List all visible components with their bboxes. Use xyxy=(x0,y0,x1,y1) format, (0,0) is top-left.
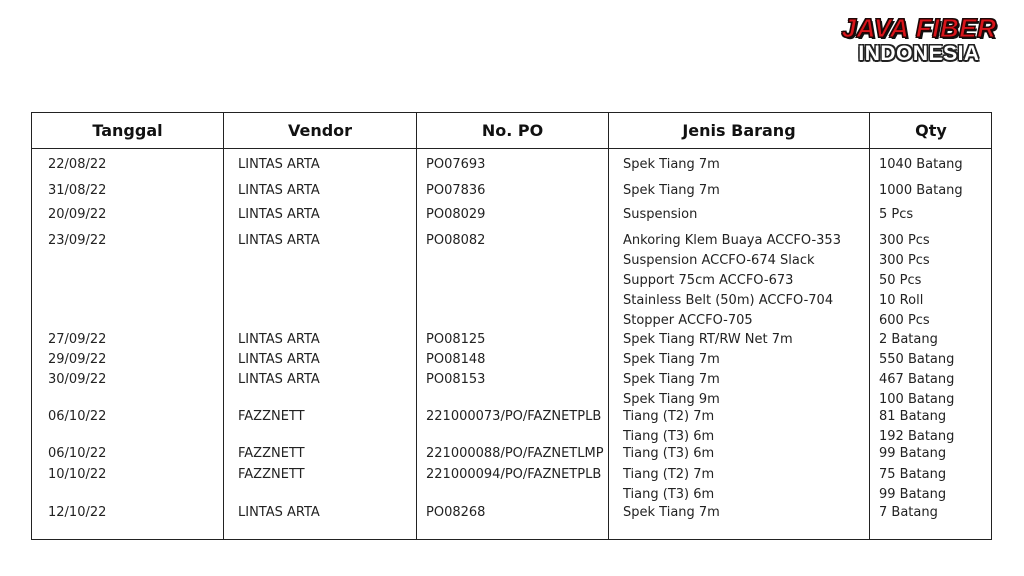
cell-qty: 75 Batang xyxy=(879,467,947,482)
cell-vendor: FAZZNETT xyxy=(238,446,305,461)
cell-vendor: LINTAS ARTA xyxy=(238,332,320,347)
cell-vendor: FAZZNETT xyxy=(238,409,305,424)
cell-qty: 300 Pcs xyxy=(879,253,930,268)
cell-no-po: PO07693 xyxy=(426,157,486,172)
cell-qty: 81 Batang xyxy=(879,409,947,424)
header-divider xyxy=(32,148,991,149)
column-divider xyxy=(608,113,609,539)
column-divider xyxy=(416,113,417,539)
cell-jenis-barang: Tiang (T3) 6m xyxy=(623,487,715,502)
cell-tanggal: 27/09/22 xyxy=(48,332,107,347)
cell-jenis-barang: Tiang (T2) 7m xyxy=(623,467,715,482)
cell-no-po: 221000088/PO/FAZNETLMP xyxy=(426,446,604,461)
cell-jenis-barang: Spek Tiang 7m xyxy=(623,372,720,387)
header-jenis-barang: Jenis Barang xyxy=(682,121,796,140)
cell-jenis-barang: Ankoring Klem Buaya ACCFO-353 xyxy=(623,233,841,248)
cell-tanggal: 22/08/22 xyxy=(48,157,107,172)
cell-no-po: PO08268 xyxy=(426,505,486,520)
cell-jenis-barang: Suspension xyxy=(623,207,698,222)
cell-qty: 1000 Batang xyxy=(879,183,963,198)
logo-subtitle: INDONESIA xyxy=(858,42,980,65)
cell-tanggal: 31/08/22 xyxy=(48,183,107,198)
cell-no-po: PO08029 xyxy=(426,207,486,222)
cell-tanggal: 06/10/22 xyxy=(48,446,107,461)
cell-jenis-barang: Tiang (T3) 6m xyxy=(623,446,715,461)
cell-vendor: LINTAS ARTA xyxy=(238,352,320,367)
cell-vendor: LINTAS ARTA xyxy=(238,157,320,172)
cell-qty: 5 Pcs xyxy=(879,207,914,222)
header-tanggal: Tanggal xyxy=(92,121,163,140)
cell-tanggal: 10/10/22 xyxy=(48,467,107,482)
cell-qty: 2 Batang xyxy=(879,332,938,347)
cell-qty: 99 Batang xyxy=(879,487,947,502)
header-vendor: Vendor xyxy=(287,121,353,140)
company-logo xyxy=(838,14,1000,66)
cell-qty: 99 Batang xyxy=(879,446,947,461)
cell-vendor: LINTAS ARTA xyxy=(238,183,320,198)
column-divider xyxy=(223,113,224,539)
cell-jenis-barang: Spek Tiang 7m xyxy=(623,183,720,198)
cell-qty: 1040 Batang xyxy=(879,157,963,172)
cell-vendor: LINTAS ARTA xyxy=(238,233,320,248)
cell-no-po: PO08153 xyxy=(426,372,486,387)
po-table xyxy=(31,112,992,540)
cell-qty: 550 Batang xyxy=(879,352,955,367)
cell-no-po: PO08148 xyxy=(426,352,486,367)
cell-jenis-barang: Spek Tiang 7m xyxy=(623,157,720,172)
cell-jenis-barang: Spek Tiang RT/RW Net 7m xyxy=(623,332,793,347)
cell-qty: 50 Pcs xyxy=(879,273,922,288)
cell-tanggal: 23/09/22 xyxy=(48,233,107,248)
cell-qty: 10 Roll xyxy=(879,293,924,308)
cell-tanggal: 20/09/22 xyxy=(48,207,107,222)
logo-title: JAVA FIBER xyxy=(841,13,997,43)
cell-no-po: 221000094/PO/FAZNETPLB xyxy=(426,467,602,482)
cell-jenis-barang: Spek Tiang 7m xyxy=(623,352,720,367)
cell-no-po: PO08125 xyxy=(426,332,486,347)
cell-tanggal: 29/09/22 xyxy=(48,352,107,367)
cell-tanggal: 30/09/22 xyxy=(48,372,107,387)
cell-vendor: LINTAS ARTA xyxy=(238,207,320,222)
cell-qty: 192 Batang xyxy=(879,429,955,444)
column-divider xyxy=(869,113,870,539)
cell-vendor: LINTAS ARTA xyxy=(238,372,320,387)
cell-jenis-barang: Spek Tiang 7m xyxy=(623,505,720,520)
cell-no-po: PO08082 xyxy=(426,233,486,248)
cell-tanggal: 12/10/22 xyxy=(48,505,107,520)
header-no-po: No. PO xyxy=(481,121,544,140)
cell-jenis-barang: Stopper ACCFO-705 xyxy=(623,313,753,328)
cell-qty: 7 Batang xyxy=(879,505,938,520)
cell-tanggal: 06/10/22 xyxy=(48,409,107,424)
cell-vendor: LINTAS ARTA xyxy=(238,505,320,520)
cell-qty: 467 Batang xyxy=(879,372,955,387)
cell-jenis-barang: Tiang (T2) 7m xyxy=(623,409,715,424)
header-qty: Qty xyxy=(915,121,947,140)
cell-qty: 300 Pcs xyxy=(879,233,930,248)
cell-no-po: 221000073/PO/FAZNETPLB xyxy=(426,409,602,424)
cell-jenis-barang: Support 75cm ACCFO-673 xyxy=(623,273,794,288)
cell-vendor: FAZZNETT xyxy=(238,467,305,482)
cell-jenis-barang: Spek Tiang 9m xyxy=(623,392,720,407)
cell-no-po: PO07836 xyxy=(426,183,486,198)
cell-jenis-barang: Suspension ACCFO-674 Slack xyxy=(623,253,815,268)
cell-qty: 100 Batang xyxy=(879,392,955,407)
cell-jenis-barang: Stainless Belt (50m) ACCFO-704 xyxy=(623,293,834,308)
cell-jenis-barang: Tiang (T3) 6m xyxy=(623,429,715,444)
cell-qty: 600 Pcs xyxy=(879,313,930,328)
